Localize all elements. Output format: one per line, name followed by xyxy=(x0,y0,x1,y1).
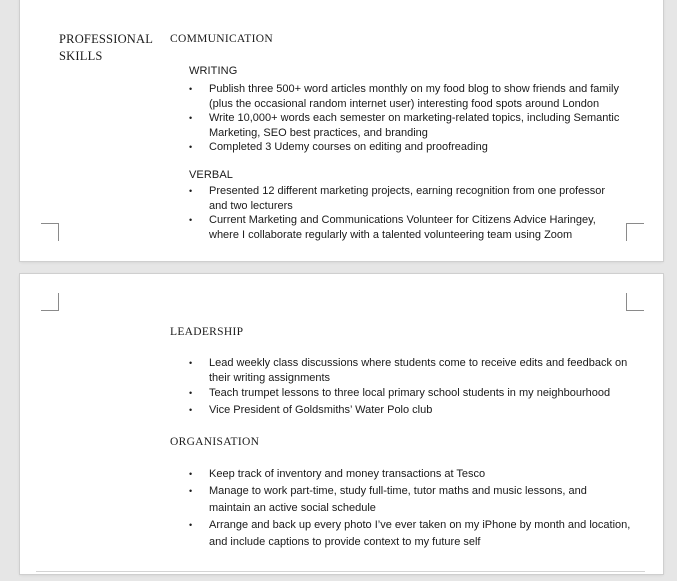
margin-corner-mark-top-right xyxy=(626,293,644,311)
verbal-bullet-list xyxy=(189,184,621,242)
bullet-icon: • xyxy=(189,142,193,152)
document-page-2 xyxy=(20,274,663,574)
list-item-text: Arrange and back up every photo I’ve ever taken on my iPhone by month and location, and include captions to provide context to my future self xyxy=(209,519,631,548)
organisation-heading: ORGANISATION xyxy=(170,436,260,448)
list-item-text: Keep track of inventory and money transactions at Tesco xyxy=(209,468,486,480)
list-item xyxy=(189,403,629,418)
list-item xyxy=(189,517,639,551)
list-item-text: Manage to work part-time, study full-time, tutor maths and music lessons, and maintain an active social schedule xyxy=(209,485,587,514)
section-label-line-2: SKILLS xyxy=(59,49,103,63)
list-item xyxy=(189,184,621,213)
list-item xyxy=(189,466,639,483)
margin-corner-mark-bottom-right xyxy=(626,223,644,241)
list-item-text: Presented 12 different marketing projects, earning recognition from one professor and two lecturers xyxy=(209,185,606,212)
list-item xyxy=(189,213,621,242)
leadership-heading: LEADERSHIP xyxy=(170,326,244,338)
list-item-text: Publish three 500+ word articles monthly on my food blog to show friends and family (plus the occasional random internet user) interesting food spots around London xyxy=(209,83,619,110)
bullet-icon: • xyxy=(189,404,193,415)
leadership-bullet-list xyxy=(189,356,629,417)
margin-corner-mark-top-left xyxy=(41,293,59,311)
list-item xyxy=(189,483,604,517)
writing-subheading: WRITING xyxy=(189,65,238,77)
communication-heading: COMMUNICATION xyxy=(170,33,273,45)
bullet-icon: • xyxy=(189,215,193,225)
section-label-line-1: PROFESSIONAL xyxy=(59,32,154,46)
list-item-text: Completed 3 Udemy courses on editing and proofreading xyxy=(209,141,488,153)
list-item xyxy=(189,111,629,140)
verbal-subheading: VERBAL xyxy=(189,169,234,181)
list-item xyxy=(189,82,629,111)
list-item xyxy=(189,386,629,401)
list-item-text: Lead weekly class discussions where students come to receive edits and feedback on their writing assignments xyxy=(209,357,628,384)
bullet-icon: • xyxy=(189,358,193,368)
bullet-icon: • xyxy=(189,186,193,196)
list-item-text: Vice President of Goldsmiths’ Water Polo club xyxy=(209,403,433,416)
bullet-icon: • xyxy=(189,84,193,94)
next-page-edge xyxy=(36,571,645,572)
list-item xyxy=(189,356,629,385)
organisation-bullet-list xyxy=(189,466,639,551)
bullet-icon: • xyxy=(189,520,193,530)
writing-bullet-list xyxy=(189,82,629,155)
bullet-icon: • xyxy=(189,113,193,123)
section-label-professional-skills xyxy=(59,31,153,65)
document-page-1 xyxy=(20,0,663,261)
bullet-icon: • xyxy=(189,388,193,398)
bullet-icon: • xyxy=(189,486,193,496)
list-item-text: Current Marketing and Communications Volunteer for Citizens Advice Haringey, where I collaborate regularly with a talented volunteering team using Zoom xyxy=(209,214,596,241)
list-item-text: Teach trumpet lessons to three local primary school students in my neighbourhood xyxy=(209,387,611,399)
margin-corner-mark-bottom-left xyxy=(41,223,59,241)
list-item-text: Write 10,000+ words each semester on marketing-related topics, including Semantic Marketing, SEO best practices, and branding xyxy=(209,112,620,139)
bullet-icon: • xyxy=(189,469,193,479)
list-item xyxy=(189,140,629,155)
